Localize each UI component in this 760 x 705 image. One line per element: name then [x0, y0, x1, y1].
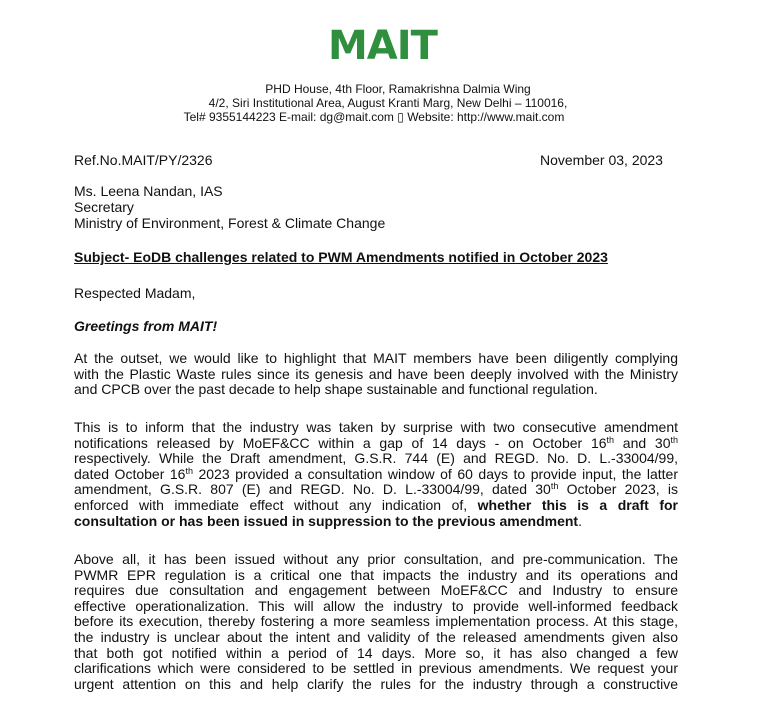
paragraph-line: effective operationalization. This will allow the industry to provide well-informed feedback: [74, 597, 678, 614]
recipient-name: Ms. Leena Nandan, IAS: [74, 183, 223, 199]
paragraph-1: [74, 351, 678, 398]
reference-number: Ref.No.MAIT/PY/2326: [74, 152, 213, 168]
paragraph-line: with the Plastic Waste rules since its genesis and have been deeply involved with the Ministry: [74, 365, 678, 382]
paragraph-line: PWMR EPR regulation is a critical one that impacts the industry and its operations and: [74, 566, 678, 583]
paragraph-line: the industry is unclear about the intent and validity of the released amendments given also: [74, 628, 678, 645]
mait-logo: MAIT: [328, 23, 437, 69]
paragraph-line: before its execution, thereby fostering a more seamless implementation process. At this stage,: [74, 613, 678, 630]
paragraph-line: consultation or has been issued in suppression to the previous amendment.: [74, 512, 582, 529]
address-line-2: 4/2, Siri Institutional Area, August Kranti Marg, New Delhi – 110016,: [208, 96, 568, 110]
greeting: Greetings from MAIT!: [74, 318, 218, 334]
letter-date: November 03, 2023: [540, 152, 663, 168]
recipient-department: Ministry of Environment, Forest & Climate Change: [74, 215, 386, 231]
paragraph-line: dated October 16th 2023 provided a consultation window of 60 days to provide input, the latter: [74, 465, 679, 482]
paragraph-line: respectively. While the Draft amendment, G.S.R. 744 (E) and REGD. No. D. L.-33004/99,: [74, 450, 678, 467]
paragraph-line: Above all, it has been issued without any prior consultation, and pre-communication. The: [74, 551, 678, 567]
subject-line: Subject- EoDB challenges related to PWM Amendments notified in October 2023: [74, 249, 608, 265]
paragraph-line: requires due consultation and engagement between MoEF&CC and Industry to ensure: [74, 582, 678, 599]
paragraph-line: This is to inform that the industry was taken by surprise with two consecutive amendment: [74, 419, 678, 435]
address-line-1: PHD House, 4th Floor, Ramakrishna Dalmia Wing: [265, 82, 531, 96]
paragraph-line: enforced with immediate effect without any indication of, whether this is a draft for: [74, 496, 678, 513]
paragraph-line: notifications released by MoEF&CC within a gap of 14 days - on October 16th and 30th: [74, 434, 678, 451]
paragraph-line: that both got notified within a period of 14 days. More so, it has also changed a few: [74, 644, 678, 661]
paragraph-3: [74, 552, 678, 692]
paragraph-line: and CPCB over the past decade to help shape sustainable and functional regulation.: [74, 381, 598, 398]
paragraph-2: [74, 420, 678, 529]
paragraph-line: At the outset, we would like to highlight that MAIT members have been diligently complying: [74, 350, 678, 366]
address-line-3: Tel# 9355144223 E-mail: dg@mait.com ▯ Website: http://www.mait.com: [183, 110, 565, 124]
recipient-designation: Secretary: [74, 199, 134, 215]
paragraph-line: clarifications which were considered to be settled in previous amendments. We request your: [74, 660, 678, 677]
salutation: Respected Madam,: [74, 285, 196, 301]
paragraph-line: amendment, G.S.R. 807 (E) and REGD. No. D. L.-33004/99, dated 30th October 2023, is: [74, 481, 678, 498]
paragraph-line: urgent attention on this and help clarify the rules for the industry through a constructive: [74, 675, 678, 692]
